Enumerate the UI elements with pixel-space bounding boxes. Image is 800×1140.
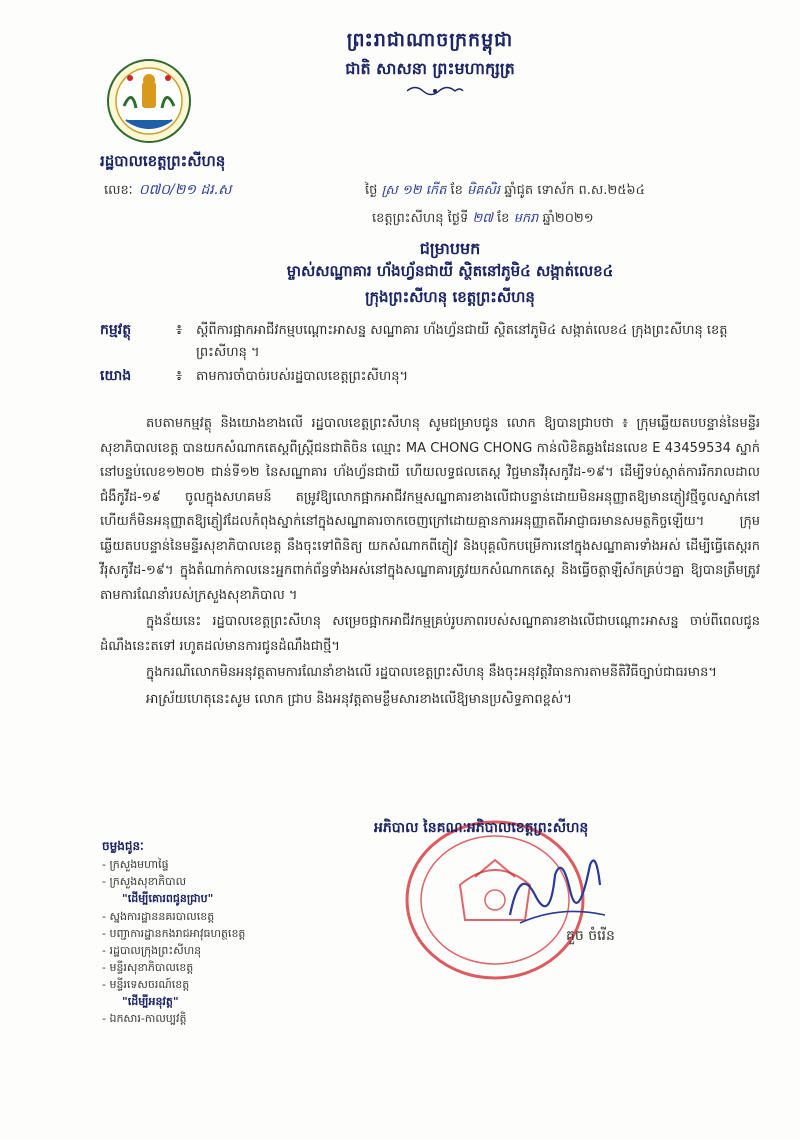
solar-date-mid: ខែ xyxy=(497,211,510,226)
body-paragraph-1: តបតាមកម្មវត្ថុ និងយោងខាងលើ រដ្ឋបាលខេត្តព្រះសីហនុ សូមជម្រាបជូន លោក ឱ្យបានជ្រាបថា ៖ ក្រុមឆ្លើយតបបន្ទាន់នៃមន្ទីរសុខាភិបាលខេត្ត បានយកសំណាកតេស្តពីស្ត្រីជនជាតិចិន ឈ្មោះ MA CHONG CHONG កាន់លិខិតឆ្លងដែនលេខ E 43459534 ស្នាក់នៅបន្ទប់លេខ១២០២ ជាន់ទី១២ នៃសណ្ឋាគារ ហ័ងហ្វ័នជាយី ហើយលទ្ធផលតេស្ត វិជ្ជមានវីរុសកូវីដ-១៩។ ដើម្បីទប់ស្កាត់ការរីករាលដាលជំងឺកូវីដ-១៩ ចូលក្នុងសហគមន៍ តម្រូវឱ្យលោកផ្អាកអាជីវកម្មសណ្ឋាគារខាងលើជាបន្ទាន់ដោយមិនអនុញ្ញាតឱ្យមានភ្ញៀវថ្មីចូលស្នាក់នៅ ហើយក៏មិនអនុញ្ញាតឱ្យភ្ញៀវដែលកំពុងស្នាក់នៅក្នុងសណ្ឋាគារចាកចេញក្រៅដោយគ្មានការអនុញ្ញាតពីអាជ្ញាធរមានសមត្ថកិច្ចឡើយ។ ក្រុមឆ្លើយតបបន្ទាន់នៃមន្ទីរសុខាភិបាលខេត្ត នឹងចុះទៅពិនិត្យ យកសំណាកពីភ្ញៀវ និងបុគ្គលិកបម្រើការនៅក្នុងសណ្ឋាគារទាំងអស់ ដើម្បីធ្វើតេស្តរកវីរុសកូវីដ-១៩។ ក្នុងតំណាក់កាលនេះអ្នកពាក់ព័ន្ធទាំងអស់នៅក្នុងសណ្ឋាគារត្រូវយកសំណាកតេស្ត និងធ្វើចត្តាឡីស័កគ្រប់ៗគ្នា ឱ្យបានត្រឹមត្រូវតាមការណែនាំរបស់ក្រសួងសុខាភិបាល ។ xyxy=(100,416,760,603)
lunar-date-suffix: ឆ្នាំជូត ទោស័ក ព.ស.២៥៦៤ xyxy=(504,183,645,198)
body-paragraph-4: អាស្រ័យហេតុនេះសូម លោក ជ្រាប និងអនុវត្តតាមខ្លឹមសារខាងលើឱ្យមានប្រសិទ្ធភាពខ្ពស់។ xyxy=(146,691,572,707)
kingdom-title: ព្រះរាជាណាចក្រកម្ពុជា xyxy=(346,29,514,51)
lunar-date-prefix: ថ្ងៃ xyxy=(365,183,378,198)
copy-item: - ក្រសួងមហាផ្ទៃ xyxy=(102,858,169,871)
body-paragraph-2: ក្នុងន័យនេះ រដ្ឋបាលខេត្តព្រះសីហនុ សម្រេចផ្អាកអាជីវកម្មគ្រប់រូបភាពរបស់សណ្ឋាគារខាងលើជាបណ្តោះអាសន្ន ចាប់ពីពេលជូនដំណឹងនេះតទៅ រហូតដល់មានការជូនដំណឹងជាថ្មី។ xyxy=(100,614,760,654)
letter-body xyxy=(100,412,760,714)
signatory-title: អភិបាល នៃគណៈអភិបាលខេត្តព្រះសីហនុ xyxy=(374,820,589,836)
solar-day-handwritten: ២៧ xyxy=(472,211,493,226)
copy-item: - រដ្ឋបាលក្រុងព្រះសីហនុ xyxy=(102,944,202,957)
copy-section-action: "ដើម្បីអនុវត្ត" xyxy=(122,995,179,1008)
lunar-date-mid: ខែ xyxy=(450,183,463,198)
copy-section-heading xyxy=(102,995,342,1011)
copy-item: - មន្ទីរទេសចរណ៍ខេត្ត xyxy=(102,978,190,991)
lunar-day-handwritten: ស្រ ១២ កើត xyxy=(381,183,447,198)
recipient-line-1: ម្ចាស់សណ្ឋាគារ ហ័ងហ្វ័នជាយី ស្ថិតនៅភូមិ៤ សង្កាត់លេខ៤ xyxy=(286,262,614,280)
subject-colon: ៖ xyxy=(176,322,183,338)
issuing-authority: រដ្ឋបាលខេត្តព្រះសីហនុ xyxy=(100,152,226,170)
reference-label-heading: យោង xyxy=(100,368,132,384)
reference-label: លេខៈ xyxy=(104,183,133,198)
copies-title: ចម្លងជូនៈ xyxy=(102,839,144,853)
salutation: ជម្រាបមក xyxy=(419,239,481,258)
solar-date-prefix: ខេត្តព្រះសីហនុ ថ្ងៃទី xyxy=(372,211,469,226)
subject-text: ស្តីពីការផ្អាកអាជីវកម្មបណ្តោះអាសន្ន សណ្ឋាគារ ហ័ងហ្វ័នជាយី ស្ថិតនៅភូមិ៤ សង្កាត់លេខ៤ ក្រុងព្រះសីហនុ ខេត្តព្រះសីហនុ ។ xyxy=(196,323,728,360)
reference-text: តាមការចាំបាច់របស់រដ្ឋបាលខេត្តព្រះសីហនុ។ xyxy=(196,369,409,384)
reference-colon: ៖ xyxy=(176,368,183,384)
national-motto: ជាតិ សាសនា ព្រះមហាក្សត្រ xyxy=(345,59,515,78)
copy-item: - ឯកសារ-កាលប្បវត្តិ xyxy=(102,1012,187,1025)
solar-date-suffix: ឆ្នាំ២០២១ xyxy=(542,211,594,226)
copy-item: - ស្នងការដ្ឋាននគរបាលខេត្ត xyxy=(102,910,215,923)
handwritten-signature-icon xyxy=(500,845,610,935)
header-ornament-icon xyxy=(405,84,465,98)
lunar-month-handwritten: មិគសិរ xyxy=(467,183,501,198)
reference-value: ០៧០/២១ ដរ.ស xyxy=(138,182,232,198)
recipient-line-2: ក្រុងព្រះសីហនុ ខេត្តព្រះសីហនុ xyxy=(365,288,535,306)
copy-item: - ក្រសួងសុខាភិបាល xyxy=(102,875,187,888)
signatory-name: គួច ចំរើន xyxy=(566,928,615,944)
lunar-date xyxy=(365,182,645,201)
reference-number xyxy=(104,180,232,201)
body-paragraph-3: ក្នុងករណីលោកមិនអនុវត្តតាមការណែនាំខាងលើ រដ្ឋបាលខេត្តព្រះសីហនុ នឹងចុះអនុវត្តវិធានការតាមនីតិវិធីច្បាប់ជាធរមាន។ xyxy=(146,665,717,680)
subject-label: កម្មវត្ថុ xyxy=(100,322,132,338)
copy-section-info: "ដើម្បីគោរពជូនជ្រាប" xyxy=(122,892,214,905)
solar-month-handwritten: មករា xyxy=(513,211,539,226)
copy-item: - បញ្ជាការដ្ឋានកងរាជអាវុធហត្ថខេត្ត xyxy=(102,927,246,940)
solar-date xyxy=(372,210,594,229)
provincial-seal-icon xyxy=(106,58,192,144)
copy-item: - មន្ទីរសុខាភិបាលខេត្ត xyxy=(102,961,194,974)
copy-section-heading xyxy=(102,892,342,908)
